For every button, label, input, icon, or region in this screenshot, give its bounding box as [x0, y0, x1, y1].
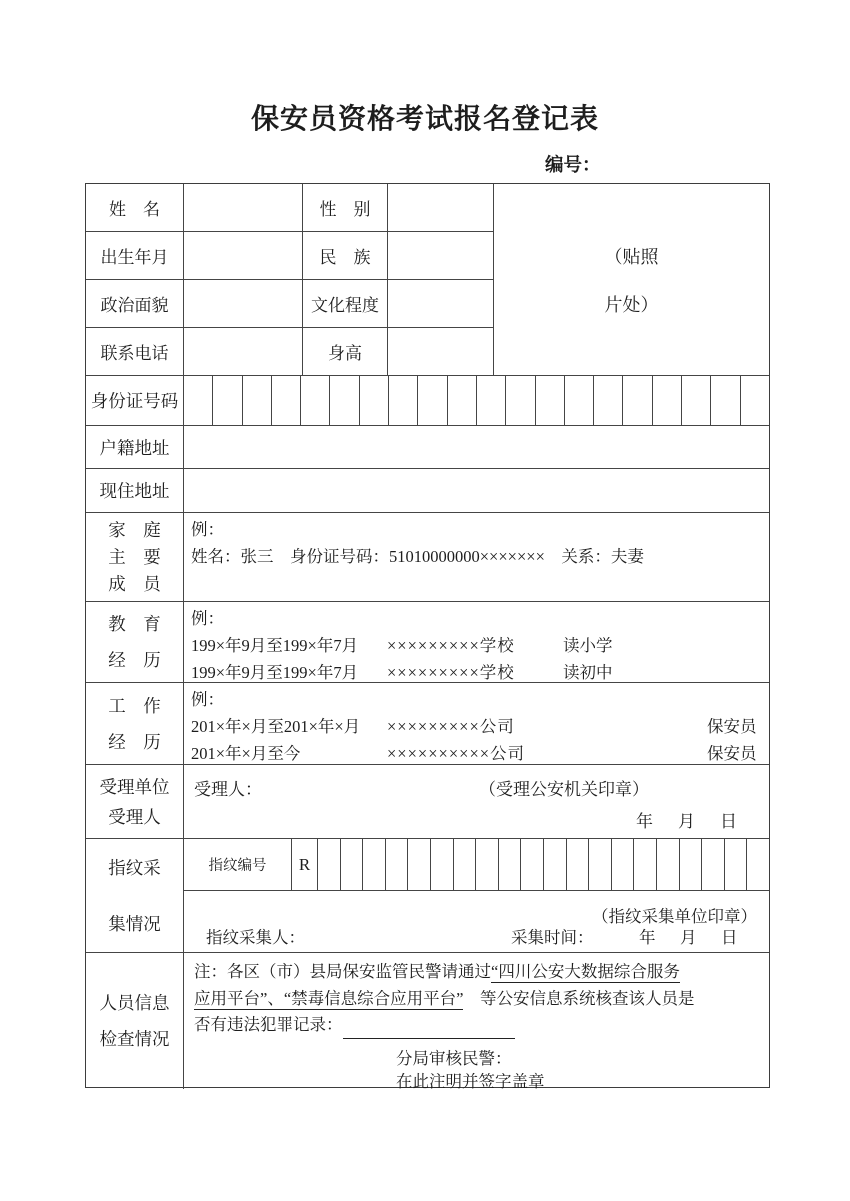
fingerprint-signoff-area — [184, 891, 769, 952]
id-digit-cells — [184, 376, 769, 425]
digit-cell — [418, 376, 447, 425]
political-status-value-cell — [184, 280, 303, 327]
family-label-line2: 主 要 — [108, 546, 161, 567]
fingerprint-row — [86, 839, 769, 953]
education-school: ×××××××××学校 — [387, 663, 515, 682]
registration-form-table — [85, 183, 770, 1091]
digit-cell — [657, 839, 680, 890]
digit-cell — [213, 376, 242, 425]
acceptance-person-label: 受理人： — [194, 780, 262, 799]
info-check-row — [86, 953, 769, 1089]
fingerprint-number-subrow — [184, 839, 769, 891]
id-number-row — [86, 376, 769, 426]
education-entry — [191, 659, 762, 686]
education-label-line2: 经 历 — [108, 650, 161, 670]
digit-cell — [448, 376, 477, 425]
work-period: 201×年×月至今 — [191, 744, 301, 763]
work-entry — [191, 713, 762, 740]
check-note-line3 — [194, 1012, 759, 1039]
birthdate-label: 出生年月 — [86, 232, 184, 279]
current-address-row — [86, 469, 769, 513]
registered-address-label: 户籍地址 — [86, 426, 184, 468]
check-platform-underlined-2: 应用平台”、“禁毒信息综合应用平台” — [194, 988, 464, 1008]
check-note-line2 — [194, 986, 759, 1013]
digit-cell — [682, 376, 711, 425]
ethnicity-label: 民 族 — [303, 232, 388, 279]
digit-cell — [565, 376, 594, 425]
registered-address-value-cell — [184, 426, 769, 468]
fingerprint-time-label: 采集时间： — [511, 928, 594, 947]
education-level-label: 文化程度 — [303, 280, 388, 327]
info-check-content — [184, 953, 769, 1089]
fingerprint-collector-label: 指纹采集人： — [206, 928, 305, 947]
check-sign-block — [396, 1047, 759, 1093]
fingerprint-label-line2: 集情况 — [108, 913, 161, 934]
digit-cell — [567, 839, 590, 890]
work-period: 201×年×月至201×年×月 — [191, 717, 361, 736]
height-label: 身高 — [303, 328, 388, 375]
family-members-row — [86, 513, 769, 602]
digit-cell — [431, 839, 454, 890]
acceptance-label-line1: 受理单位 — [99, 776, 170, 797]
fingerprint-digit-cells — [318, 839, 769, 890]
digit-cell — [454, 839, 477, 890]
family-members-content — [184, 513, 769, 601]
work-history-row — [86, 683, 769, 765]
check-note-prefix: 注：各区（市）县局保安监管民警请通过 — [194, 962, 491, 981]
digit-cell — [477, 376, 506, 425]
family-members-label — [86, 513, 184, 601]
basic-info-grid — [86, 184, 494, 375]
education-entry — [191, 632, 762, 659]
work-label-line2: 经 历 — [108, 731, 161, 752]
info-check-label-line2: 检查情况 — [99, 1029, 170, 1049]
fingerprint-collector-line — [184, 924, 769, 946]
work-company: ×××××××××公司 — [387, 717, 515, 736]
digit-cell — [506, 376, 535, 425]
work-label-line1: 工 作 — [108, 695, 161, 716]
fingerprint-number-prefix-cell: R — [292, 839, 318, 890]
table-row — [86, 184, 493, 232]
digit-cell — [386, 839, 409, 890]
digit-cell — [747, 839, 769, 890]
ethnicity-value-cell — [388, 232, 493, 279]
check-note-line1 — [194, 959, 759, 986]
education-period: 199×年9月至199×年7月 — [191, 636, 359, 655]
work-position: 保安员 — [707, 744, 757, 763]
reviewer-label: 分局审核民警： — [396, 1048, 512, 1068]
digit-cell — [680, 839, 703, 890]
work-company: ××××××××××公司 — [387, 744, 526, 763]
table-row — [86, 328, 493, 375]
work-history-label — [86, 683, 184, 764]
photo-area-text-line1: （贴照 — [604, 246, 659, 267]
check-note-middle: 等公安信息系统核查该人员是 — [463, 988, 695, 1008]
id-number-label: 身份证号码 — [86, 376, 184, 425]
current-address-label: 现住地址 — [86, 469, 184, 512]
acceptance-seal-note: （受理公安机关印章） — [479, 780, 649, 799]
digit-cell — [360, 376, 389, 425]
birthdate-value-cell — [184, 232, 303, 279]
fingerprint-number-label: 指纹编号 — [184, 839, 292, 890]
family-label-line1: 家 庭 — [108, 519, 161, 540]
check-record-label: 否有违法犯罪记录： — [194, 1015, 343, 1034]
digit-cell — [594, 376, 623, 425]
serial-number-label: 编号： — [545, 156, 601, 176]
work-history-content — [184, 683, 769, 764]
family-label-line3: 成 员 — [108, 573, 161, 594]
digit-cell — [711, 376, 740, 425]
digit-cell — [408, 839, 431, 890]
example-label: 例： — [191, 690, 224, 709]
fingerprint-label-line1: 指纹采 — [108, 857, 161, 878]
fingerprint-content — [184, 839, 769, 952]
digit-cell — [589, 839, 612, 890]
digit-cell — [318, 839, 341, 890]
digit-cell — [389, 376, 418, 425]
height-value-cell — [388, 328, 493, 375]
phone-label: 联系电话 — [86, 328, 184, 375]
digit-cell — [301, 376, 330, 425]
photo-area — [494, 184, 769, 375]
digit-cell — [272, 376, 301, 425]
gender-label: 性 别 — [303, 184, 388, 231]
digit-cell — [634, 839, 657, 890]
example-label: 例： — [191, 520, 224, 539]
digit-cell — [741, 376, 769, 425]
digit-cell — [243, 376, 272, 425]
basic-info-section — [86, 184, 769, 376]
acceptance-label — [86, 765, 184, 838]
name-value-cell — [184, 184, 303, 231]
registered-address-row — [86, 426, 769, 469]
family-example-entry: 姓名：张三 身份证号码：51010000000××××××× 关系：夫妻 — [191, 547, 644, 566]
table-row — [86, 232, 493, 280]
acceptance-content — [184, 765, 769, 838]
digit-cell — [330, 376, 359, 425]
digit-cell — [184, 376, 213, 425]
education-school: ×××××××××学校 — [387, 636, 515, 655]
education-history-content — [184, 602, 769, 682]
gender-value-cell — [388, 184, 493, 231]
acceptance-label-line2: 受理人 — [108, 806, 161, 827]
education-history-label — [86, 602, 184, 682]
name-label: 姓 名 — [86, 184, 184, 231]
digit-cell — [476, 839, 499, 890]
digit-cell — [612, 839, 635, 890]
education-history-row — [86, 602, 769, 683]
work-entry — [191, 740, 762, 767]
page-title: 保安员资格考试报名登记表 — [250, 103, 599, 134]
sign-instruction: 在此注明并签字盖章 — [396, 1071, 545, 1091]
fingerprint-seal-note: （指纹采集单位印章） — [592, 907, 757, 926]
digit-cell — [341, 839, 364, 890]
digit-cell — [725, 839, 748, 890]
work-position: 保安员 — [707, 717, 757, 736]
acceptance-row — [86, 765, 769, 839]
digit-cell — [536, 376, 565, 425]
fingerprint-label — [86, 839, 184, 952]
digit-cell — [623, 376, 652, 425]
info-check-label — [86, 953, 184, 1089]
table-row — [86, 280, 493, 328]
check-platform-underlined-1: “四川公安大数据综合服务 — [491, 962, 680, 981]
education-result: 读小学 — [563, 636, 613, 655]
digit-cell — [499, 839, 522, 890]
digit-cell — [653, 376, 682, 425]
education-label-line1: 教 育 — [108, 614, 161, 634]
education-period: 199×年9月至199×年7月 — [191, 663, 359, 682]
political-status-label: 政治面貌 — [86, 280, 184, 327]
digit-cell — [521, 839, 544, 890]
digit-cell — [702, 839, 725, 890]
digit-cell — [544, 839, 567, 890]
digit-cell — [363, 839, 386, 890]
photo-area-text-line2: 片处） — [604, 294, 659, 315]
phone-value-cell — [184, 328, 303, 375]
check-record-blank — [343, 1020, 515, 1039]
education-level-value-cell — [388, 280, 493, 327]
fingerprint-date-line: 年 月 日 — [639, 928, 742, 947]
acceptance-date-line: 年 月 日 — [636, 812, 741, 831]
education-result: 读初中 — [563, 663, 613, 682]
current-address-value-cell — [184, 469, 769, 512]
info-check-label-line1: 人员信息 — [99, 993, 170, 1013]
example-label: 例： — [191, 609, 224, 628]
